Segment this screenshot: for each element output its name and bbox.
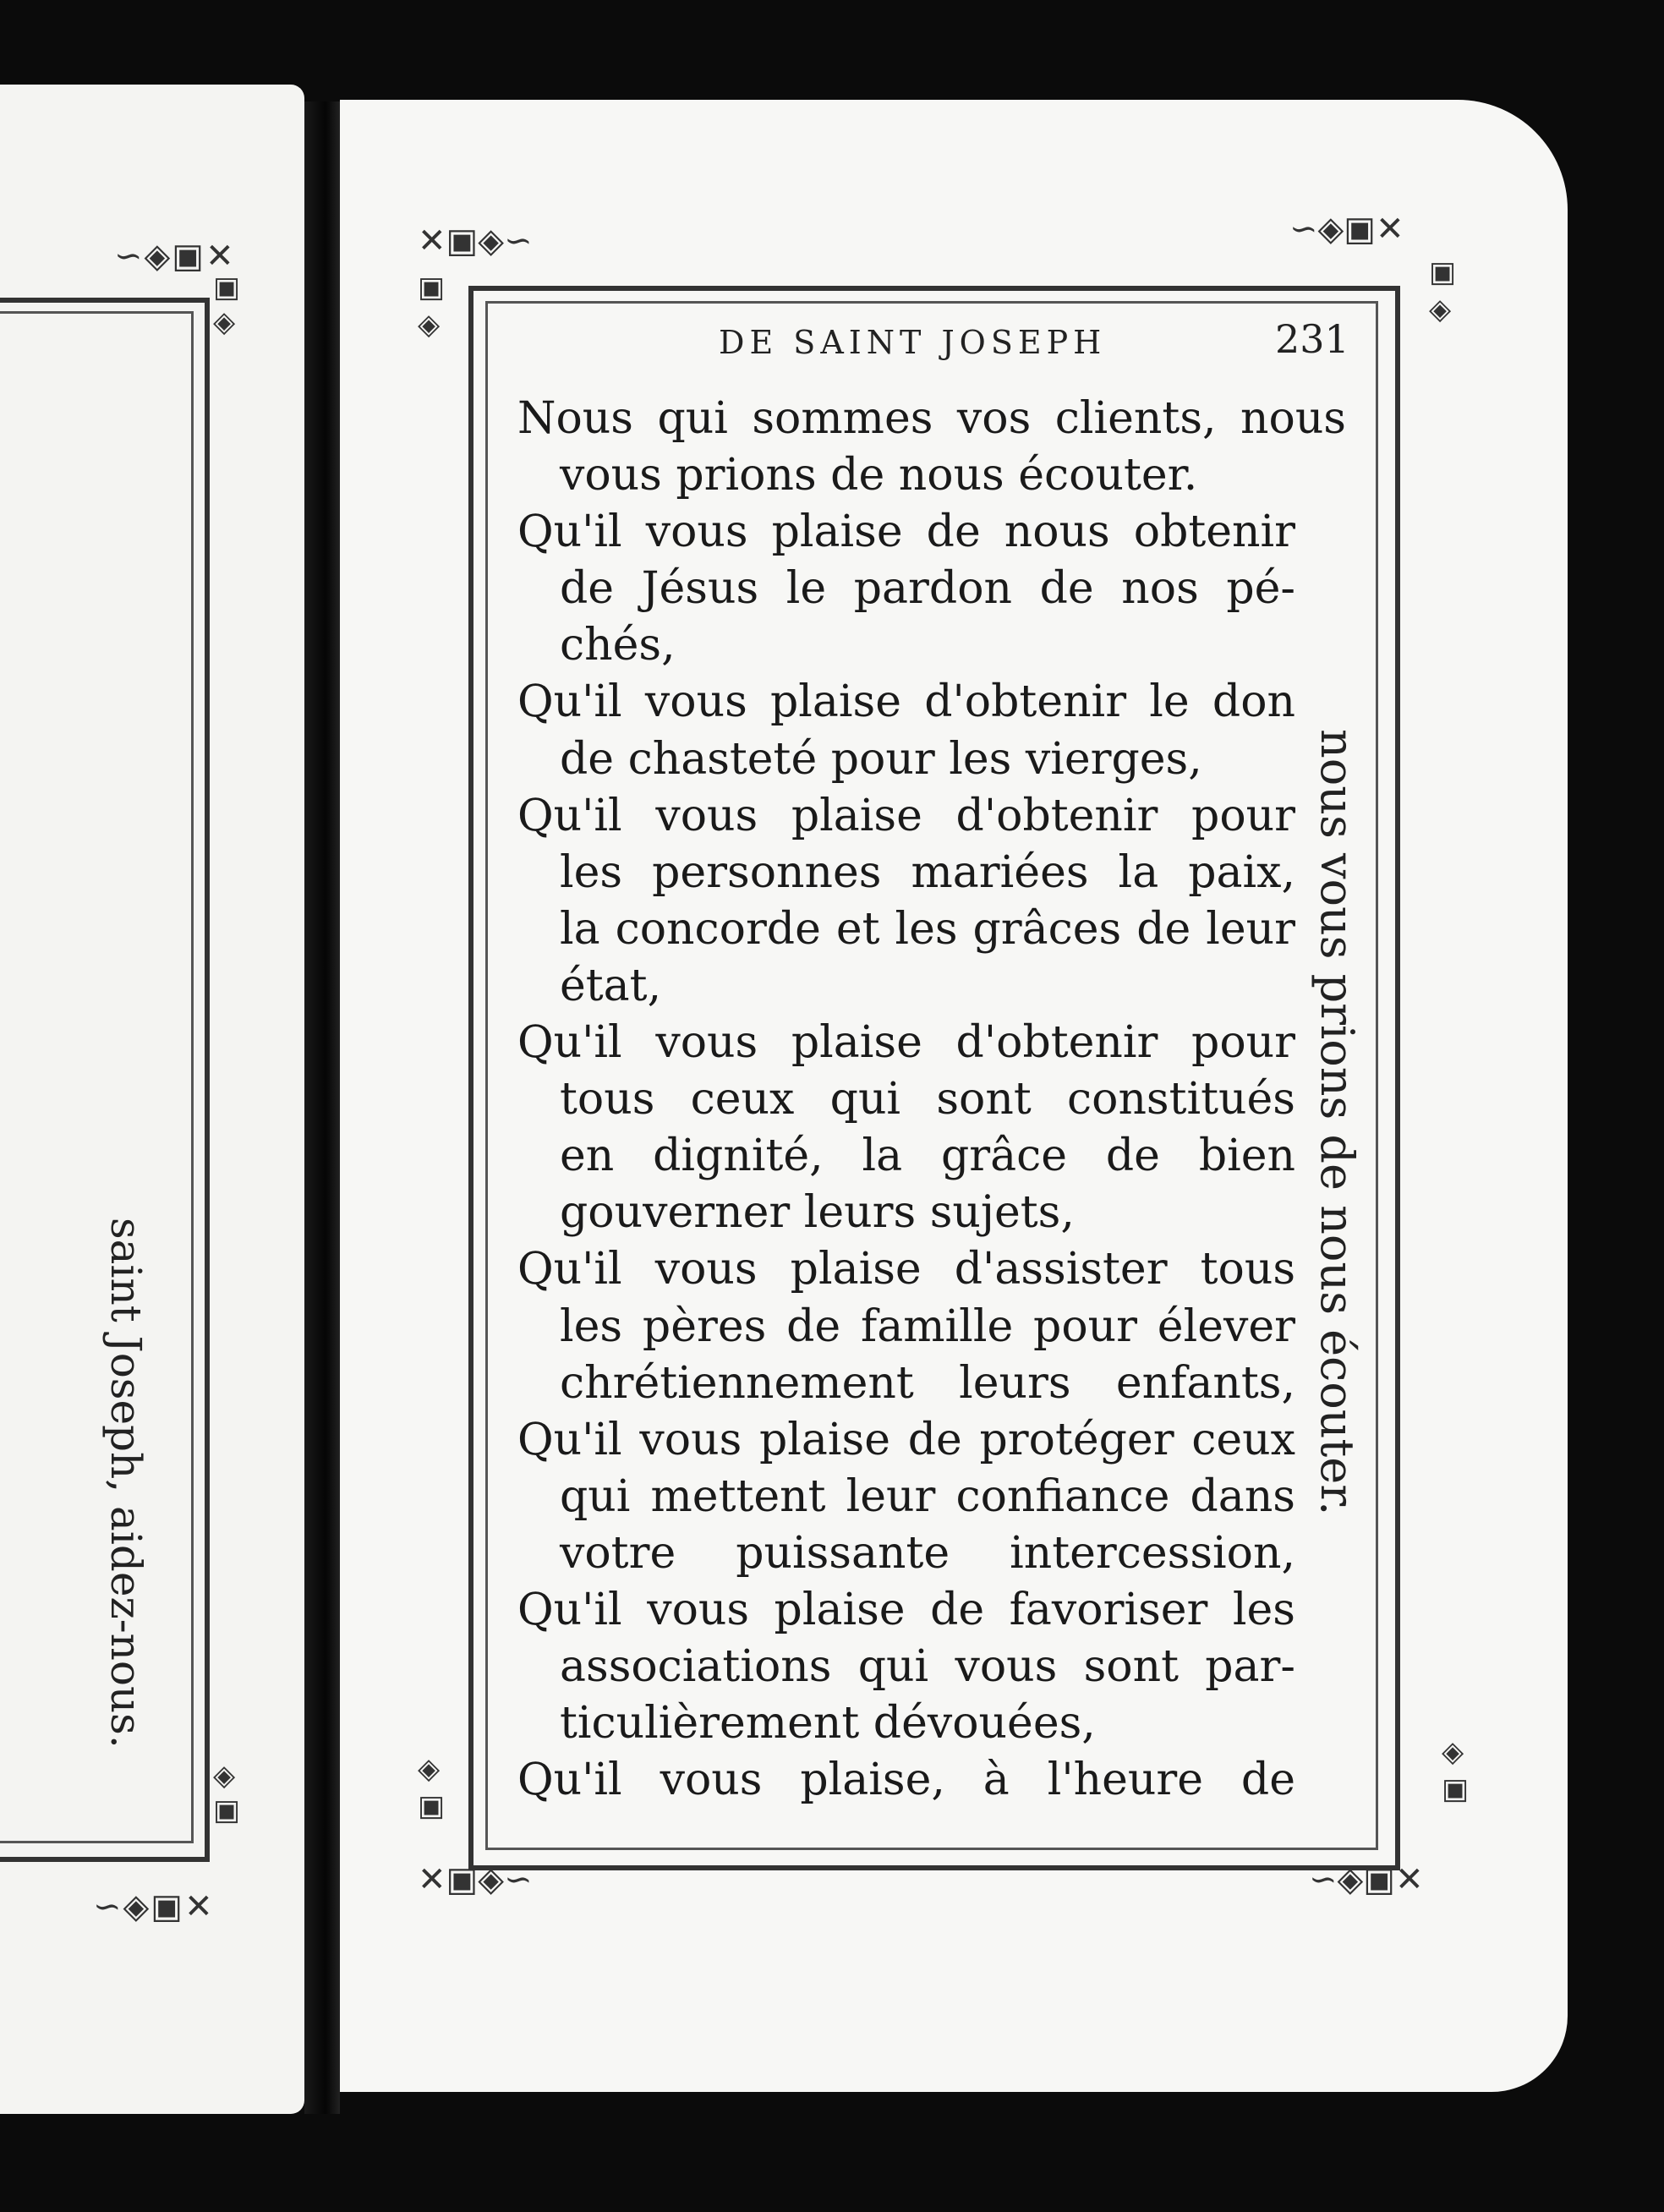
text-line: tous ceux qui sont constitués <box>560 1074 1295 1125</box>
litany-text <box>517 391 1346 1809</box>
text-line: les pères de famille pour élever <box>560 1300 1295 1352</box>
text-line: Qu'il vous plaise d'obtenir pour <box>517 1017 1295 1069</box>
bottom-left-ornament-icon: ✕▣◈∽ <box>418 1860 533 1899</box>
text-line: en dignité, la grâce de bien <box>560 1131 1295 1182</box>
text-line: vous prions de nous écouter. <box>560 450 1198 501</box>
left-side-ornament-icon: ▣ ◈ <box>213 271 243 339</box>
right-side-top-ornament-icon: ▣ ◈ <box>1429 255 1457 327</box>
text-line: les personnes mariées la paix, <box>560 846 1295 898</box>
text-line: Qu'il vous plaise de favoriser les <box>517 1584 1295 1635</box>
text-line: Qu'il vous plaise de nous obtenir <box>517 506 1295 558</box>
text-line: chés, <box>560 620 676 671</box>
text-line: Qu'il vous plaise d'obtenir le don <box>517 676 1295 728</box>
text-line: chrétiennement leurs enfants, <box>560 1357 1295 1409</box>
text-line: la concorde et les grâces de leur <box>560 903 1295 955</box>
left-side-ornament-bottom-icon: ◈ ▣ <box>213 1759 243 1827</box>
text-line: votre puissante intercession, <box>560 1527 1295 1579</box>
text-line: ticulièrement dévouées, <box>560 1698 1096 1749</box>
top-right-ornament-icon: ∽◈▣✕ <box>1289 210 1404 249</box>
text-line: état, <box>560 960 662 1011</box>
text-line: de chasteté pour les vierges, <box>560 733 1202 785</box>
left-vertical-response: saint Joseph, aidez-nous. <box>101 1218 151 1749</box>
text-line: Qu'il vous plaise, à l'heure de <box>517 1755 1295 1806</box>
page-number: 231 <box>1275 316 1349 362</box>
left-page-frame-inner <box>0 311 194 1843</box>
left-bottom-ornament-icon: ∽◈▣✕ <box>93 1887 215 1926</box>
left-side-top-ornament-icon: ▣ ◈ <box>418 271 446 342</box>
text-line: qui mettent leur confiance dans <box>560 1470 1295 1522</box>
top-left-ornament-icon: ✕▣◈∽ <box>418 222 533 260</box>
left-side-bottom-ornament-icon: ◈ ▣ <box>418 1752 446 1824</box>
text-line: Qu'il vous plaise de protéger ceux <box>517 1414 1295 1465</box>
bottom-right-ornament-icon: ∽◈▣✕ <box>1309 1860 1424 1899</box>
text-line: de Jésus le pardon de nos pé- <box>560 563 1295 615</box>
running-header: DE SAINT JOSEPH <box>719 324 1107 361</box>
text-line: associations qui vous sont par- <box>560 1641 1295 1693</box>
text-line: Qu'il vous plaise d'obtenir pour <box>517 790 1295 841</box>
vertical-response: nous vous prions de nous écouter. <box>1311 729 1364 1516</box>
book-spine <box>304 101 340 2114</box>
right-side-bottom-ornament-icon: ◈ ▣ <box>1442 1735 1470 1807</box>
text-line: Nous qui sommes vos clients, nous <box>517 393 1346 444</box>
text-line: gouverner leurs sujets, <box>560 1187 1075 1239</box>
text-line: Qu'il vous plaise d'assister tous <box>517 1244 1295 1295</box>
left-top-ornament-icon: ∽◈▣✕ <box>114 237 236 276</box>
